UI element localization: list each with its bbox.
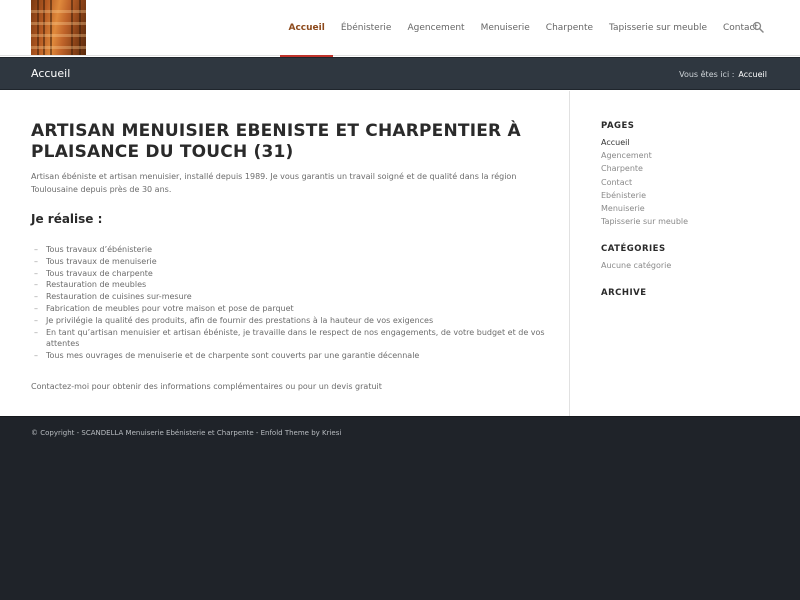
main-content xyxy=(31,121,551,391)
sidebar-page-link[interactable]: Tapisserie sur meuble xyxy=(601,217,689,227)
pages-widget-title: PAGES xyxy=(601,121,635,131)
services-list xyxy=(31,244,551,362)
sidebar-page-link[interactable]: Agencement xyxy=(601,151,652,161)
pages-widget xyxy=(601,121,781,228)
copyright-text[interactable]: © Copyright - SCANDELLA Menuiserie Ebénisterie et Charpente - Enfold Theme by Kriesi xyxy=(31,429,342,437)
nav-item-2[interactable]: Agencement xyxy=(407,23,465,33)
breadcrumb-prefix: Vous êtes ici : xyxy=(679,70,735,79)
archive-widget xyxy=(601,288,781,298)
list-item: – Fabrication de meubles pour votre maison et pose de parquet xyxy=(31,303,551,315)
main-nav xyxy=(280,0,766,56)
pages-list xyxy=(601,136,781,228)
search-icon[interactable] xyxy=(752,21,764,33)
site-footer xyxy=(0,416,800,600)
nav-item-4[interactable]: Charpente xyxy=(545,23,594,33)
list-item: – Restauration de cuisines sur-mesure xyxy=(31,291,551,303)
nav-item-3[interactable]: Menuiserie xyxy=(480,23,530,33)
sidebar-page-link[interactable]: Accueil xyxy=(601,138,630,147)
sidebar-page-link[interactable]: Charpente xyxy=(601,164,643,174)
breadcrumb-current[interactable]: Accueil xyxy=(738,70,767,79)
contact-text: Contactez-moi pour obtenir des informations complémentaires ou pour un devis gratuit xyxy=(31,381,382,391)
sidebar-page-link[interactable]: Menuiserie xyxy=(601,204,645,214)
list-item: – En tant qu’artisan menuisier et artisan ébéniste, je travaille dans le respect de nos engagements, de votre budget et de vos attentes xyxy=(31,327,551,351)
breadcrumb xyxy=(679,70,767,79)
list-item: – Tous travaux d’ébénisterie xyxy=(31,244,551,256)
headline: ARTISAN MENUISIER EBENISTE ET CHARPENTIER À PLAISANCE DU TOUCH (31) xyxy=(31,121,521,162)
nav-item-6[interactable]: Contact xyxy=(722,23,758,33)
services-heading: Je réalise : xyxy=(31,212,103,226)
sidebar-page-link[interactable]: Contact xyxy=(601,177,633,187)
categories-widget xyxy=(601,244,781,272)
site-logo[interactable] xyxy=(31,0,86,55)
list-item: – Tous travaux de charpente xyxy=(31,268,551,280)
sidebar-divider xyxy=(569,91,570,416)
nav-item-5[interactable]: Tapisserie sur meuble xyxy=(609,23,707,33)
sidebar xyxy=(601,121,781,314)
list-item: – Je privilégie la qualité des produits, afin de fournir des prestations à la hauteur de vos exigences xyxy=(31,315,551,327)
title-bar xyxy=(0,57,800,90)
categories-widget-title: CATÉGORIES xyxy=(601,244,666,255)
intro-text: Artisan ébéniste et artisan menuisier, installé depuis 1989. Je vous garantis un travail soigné et de qualité dans la région Toulousaine depuis près de 30 ans. xyxy=(31,172,517,194)
nav-item-0[interactable]: Accueil xyxy=(280,0,332,56)
sidebar-page-link[interactable]: Ebénisterie xyxy=(601,190,647,200)
no-categories-text: Aucune catégorie xyxy=(601,261,672,271)
page-title: Accueil xyxy=(31,67,71,80)
site-header xyxy=(0,0,800,56)
nav-item-1[interactable]: Ébénisterie xyxy=(340,23,392,33)
list-item: – Restauration de meubles xyxy=(31,279,551,291)
list-item: – Tous travaux de menuiserie xyxy=(31,256,551,268)
list-item: – Tous mes ouvrages de menuiserie et de charpente sont couverts par une garantie décennale xyxy=(31,350,551,362)
archive-widget-title: ARCHIVE xyxy=(601,288,647,299)
